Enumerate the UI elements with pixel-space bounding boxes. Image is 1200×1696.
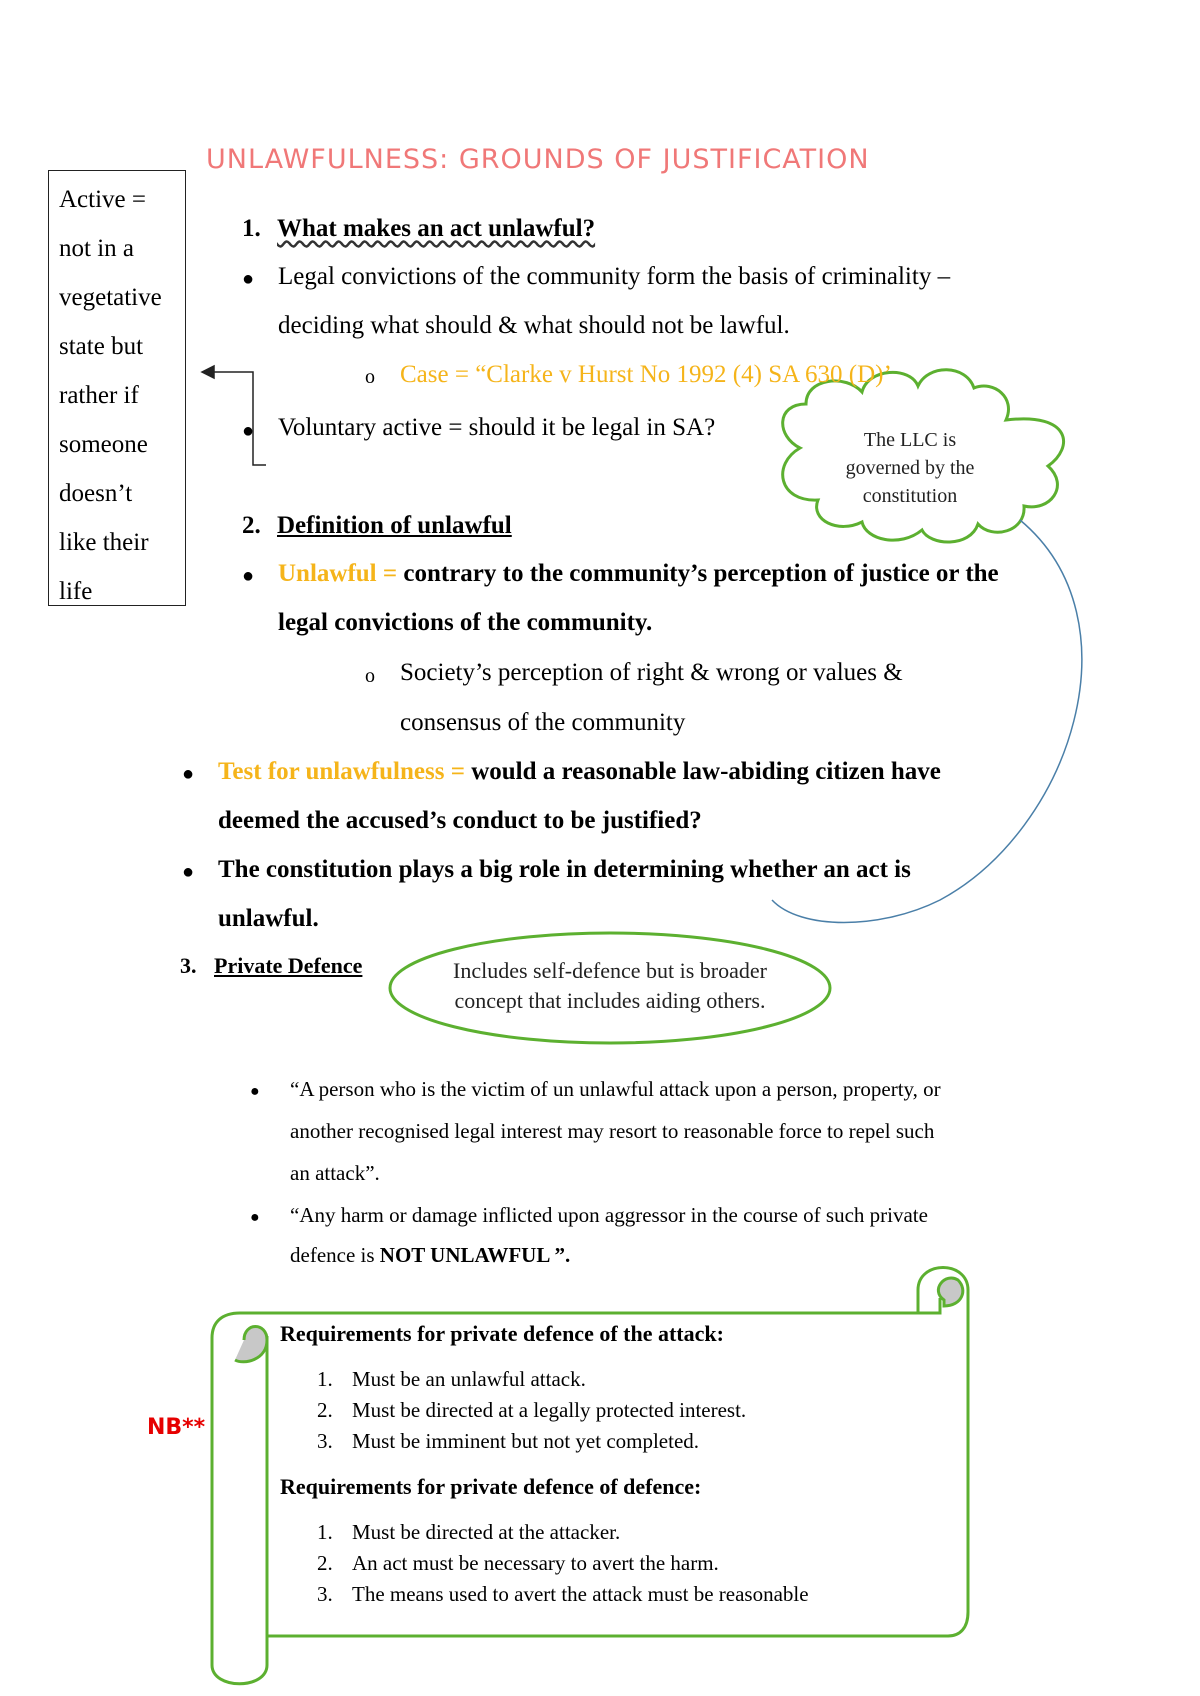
constitution-line: The constitution plays a big role in determining whether an act is bbox=[218, 856, 911, 883]
bullet-dot: ● bbox=[242, 420, 255, 442]
quote-emphasis: NOT UNLAWFUL ”. bbox=[379, 1243, 571, 1267]
section-heading-text: Private Defence bbox=[214, 953, 363, 978]
requirements-heading: Requirements for private defence of defence: bbox=[280, 1474, 702, 1499]
body-line: deciding what should & what should not be lawful. bbox=[278, 312, 790, 339]
definition-term: Unlawful = bbox=[278, 560, 398, 587]
case-citation: Case = “Clarke v Hurst No 1992 (4) SA 630 (D)’ bbox=[400, 361, 892, 388]
list-number: 3. bbox=[317, 1582, 333, 1606]
side-note-line: rather if bbox=[59, 382, 139, 409]
quote-text: defence is bbox=[290, 1243, 380, 1267]
section-heading-text: Definition of unlawful bbox=[277, 512, 512, 539]
side-note-line: doesn’t bbox=[59, 480, 133, 507]
list-item: The means used to avert the attack must be reasonable bbox=[352, 1582, 809, 1606]
bullet-dot: ● bbox=[242, 268, 255, 290]
side-note-line: state but bbox=[59, 333, 144, 360]
body-line: Legal convictions of the community form the basis of criminality – bbox=[278, 263, 951, 290]
cloud-note-line: governed by the bbox=[845, 457, 975, 479]
bullet-dot: ● bbox=[250, 1209, 260, 1226]
constitution-line: unlawful. bbox=[218, 905, 319, 932]
side-note-line: not in a bbox=[59, 235, 134, 262]
list-number: 1. bbox=[317, 1520, 333, 1544]
cloud-note-line: The LLC is bbox=[863, 429, 957, 451]
list-number: 1. bbox=[317, 1367, 333, 1391]
body-line: Voluntary active = should it be legal in SA? bbox=[278, 414, 716, 441]
list-item: An act must be necessary to avert the harm. bbox=[352, 1551, 719, 1575]
side-note-line: someone bbox=[59, 431, 148, 458]
test-term: Test for unlawfulness = bbox=[218, 758, 465, 785]
side-note-line: vegetative bbox=[59, 284, 162, 311]
list-item: Must be directed at a legally protected interest. bbox=[352, 1398, 747, 1422]
definition-line: legal convictions of the community. bbox=[278, 609, 653, 636]
section-number: 3. bbox=[180, 953, 197, 978]
test-text: would a reasonable law-abiding citizen have bbox=[464, 758, 941, 785]
section-number: 1. bbox=[242, 215, 261, 242]
quote-line: “Any harm or damage inflicted upon aggressor in the course of such private bbox=[290, 1203, 928, 1227]
body-line: consensus of the community bbox=[400, 709, 686, 736]
section-heading-text: What makes an act unlawful? bbox=[277, 215, 596, 242]
oval-note-line: concept that includes aiding others. bbox=[454, 988, 766, 1013]
definition-line bbox=[278, 560, 999, 588]
cloud-note-line: constitution bbox=[862, 485, 958, 507]
list-item: Must be directed at the attacker. bbox=[352, 1520, 621, 1544]
oval-note-line: Includes self-defence but is broader bbox=[453, 958, 767, 983]
requirements-heading: Requirements for private defence of the attack: bbox=[280, 1321, 724, 1346]
bullet-dot: ● bbox=[182, 763, 195, 785]
cloud-note bbox=[820, 426, 1000, 510]
list-item: Must be imminent but not yet completed. bbox=[352, 1429, 700, 1453]
side-note-line: like their bbox=[59, 529, 149, 556]
side-note-line: life bbox=[59, 578, 93, 605]
bullet-dot: ● bbox=[250, 1083, 260, 1100]
oval-note bbox=[400, 956, 820, 1016]
body-line: Society’s perception of right & wrong or values & bbox=[400, 659, 903, 686]
section3-heading bbox=[180, 953, 362, 979]
list-number: 3. bbox=[317, 1429, 333, 1453]
side-note-box bbox=[48, 170, 186, 606]
section2-heading bbox=[242, 512, 512, 540]
nb-label: NB** bbox=[147, 1415, 206, 1440]
bullet-dot: ● bbox=[242, 565, 255, 587]
test-line: deemed the accused’s conduct to be justified? bbox=[218, 807, 702, 834]
section-number: 2. bbox=[242, 512, 261, 539]
list-item: Must be an unlawful attack. bbox=[352, 1367, 586, 1391]
list-number: 2. bbox=[317, 1551, 333, 1575]
quote-line: another recognised legal interest may resort to reasonable force to repel such bbox=[290, 1119, 935, 1143]
bullet-dot: ● bbox=[182, 861, 195, 883]
definition-text: contrary to the community’s perception of justice or the bbox=[397, 560, 999, 587]
quote-line bbox=[290, 1243, 570, 1268]
elbow-arrow bbox=[202, 366, 266, 465]
test-line bbox=[218, 758, 941, 786]
quote-line: “A person who is the victim of un unlawful attack upon a person, property, or bbox=[290, 1077, 941, 1101]
sub-bullet: o bbox=[365, 366, 375, 388]
page-title: UNLAWFULNESS: GROUNDS OF JUSTIFICATION bbox=[206, 144, 870, 175]
quote-line: an attack”. bbox=[290, 1161, 380, 1185]
list-number: 2. bbox=[317, 1398, 333, 1422]
section1-heading bbox=[242, 215, 595, 243]
sub-bullet: o bbox=[365, 665, 375, 687]
side-note-line: Active = bbox=[59, 186, 146, 213]
